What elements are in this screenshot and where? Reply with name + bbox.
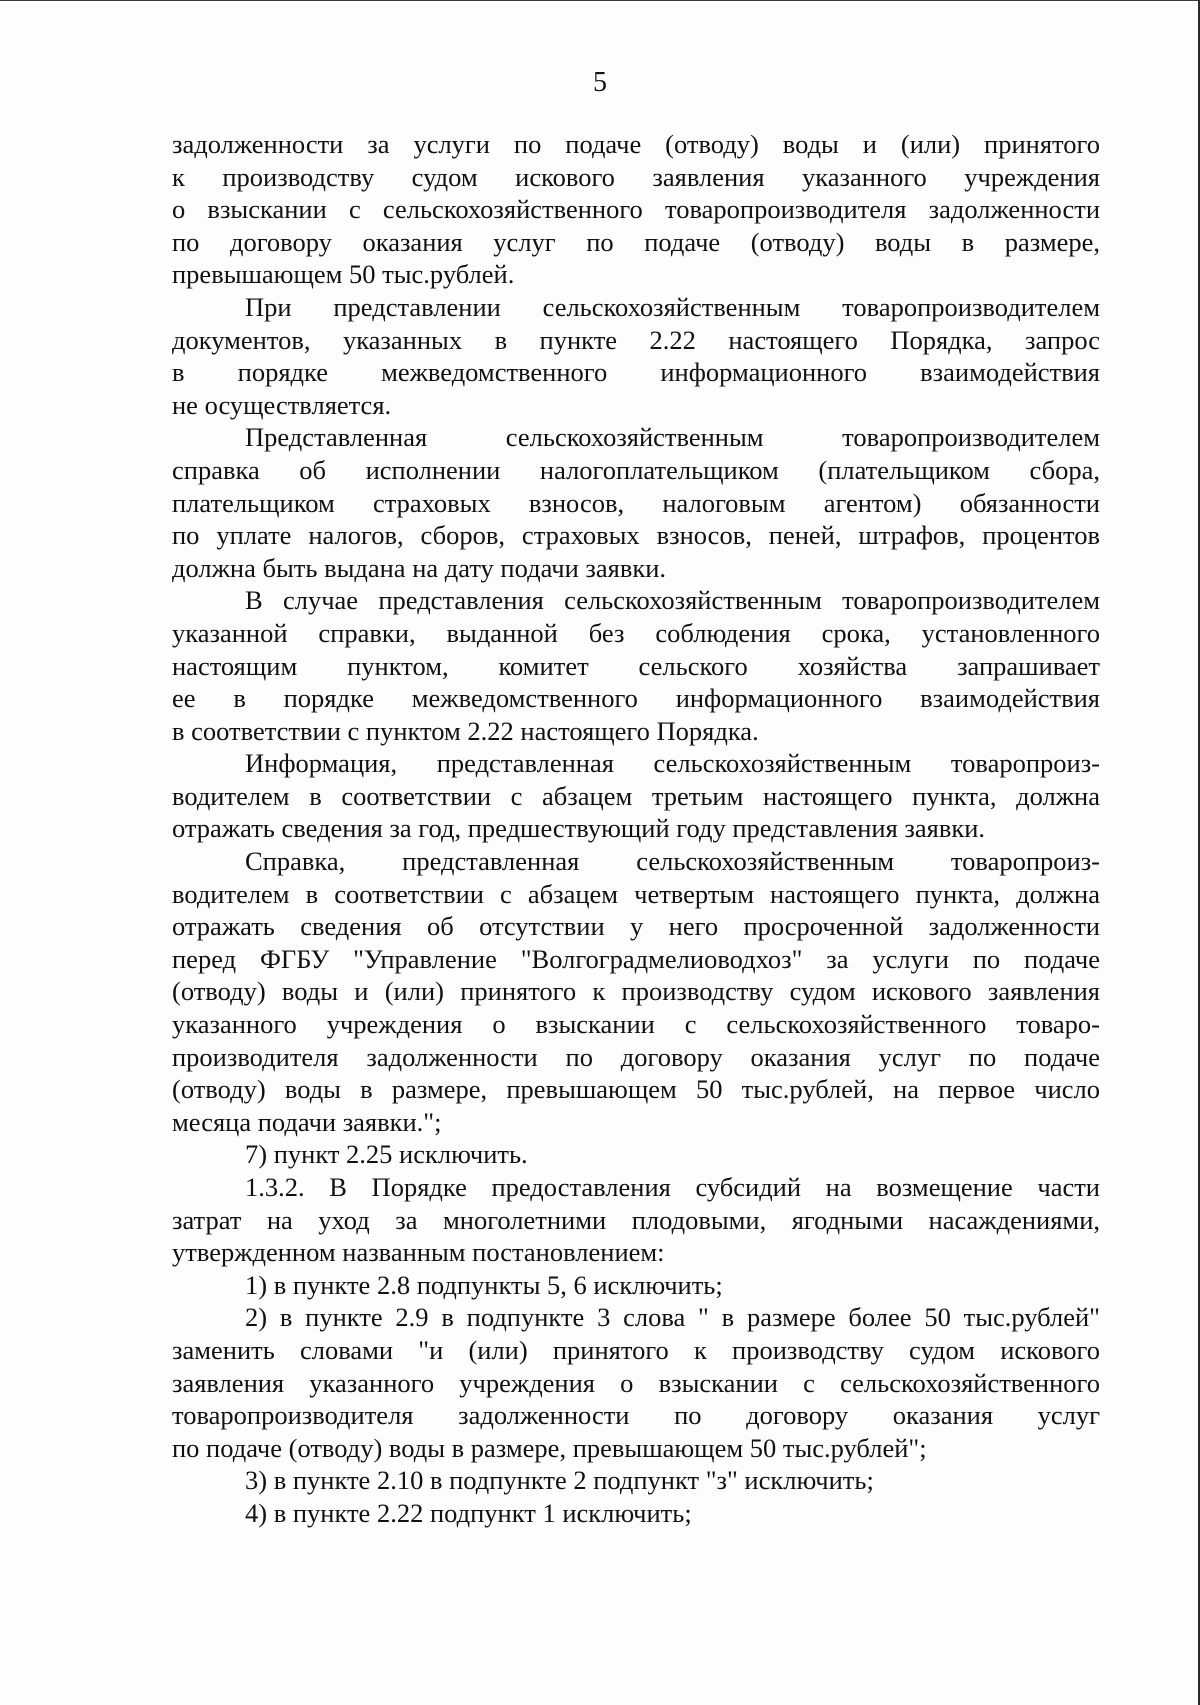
text-line: превышающем 50 тыс.рублей.	[172, 259, 515, 290]
text-line: документов, указанных в пункте 2.22 настоящего Порядка, запрос	[172, 324, 1100, 355]
text-line: товаропроизводителя задолженности по договору оказания услуг	[172, 1400, 1100, 1431]
text-line: В случае представления сельскохозяйственным товаропроизводителем	[245, 585, 1100, 616]
text-line: заменить словами "и (или) принятого к производству судом искового	[172, 1334, 1100, 1365]
text-line: водителем в соответствии с абзацем четвертым настоящего пункта, должна	[172, 878, 1100, 909]
text-line: настоящим пунктом, комитет сельского хозяйства запрашивает	[172, 650, 1100, 681]
text-line: Информация, представленная сельскохозяйственным товаропроиз-	[245, 748, 1100, 779]
paragraph	[172, 128, 1100, 291]
text-line: 7) пункт 2.25 исключить.	[245, 1139, 528, 1170]
paragraph	[172, 1138, 1100, 1171]
text-line: отражать сведения об отсутствии у него просроченной задолженности	[172, 911, 1100, 942]
paragraph	[172, 421, 1100, 584]
text-line: о взыскании с сельскохозяйственного товаропроизводителя задолженности	[172, 194, 1100, 225]
page-number: 5	[593, 67, 607, 98]
text-line: по договору оказания услуг по подаче (отводу) воды в размере,	[172, 226, 1100, 257]
text-line: по подаче (отводу) воды в размере, превышающем 50 тыс.рублей";	[172, 1432, 927, 1463]
paragraph	[172, 1464, 1100, 1497]
text-line: указанной справки, выданной без соблюдения срока, установленного	[172, 617, 1100, 648]
text-line: не осуществляется.	[172, 389, 392, 420]
scan-edge-top	[0, 0, 1200, 1]
paragraph	[172, 1171, 1100, 1269]
paragraph	[172, 1301, 1100, 1464]
paragraph	[172, 291, 1100, 421]
paragraph	[172, 584, 1100, 747]
text-line: водителем в соответствии с абзацем третьим настоящего пункта, должна	[172, 780, 1100, 811]
paragraph	[172, 747, 1100, 845]
text-line: в порядке межведомственного информационного взаимодействия	[172, 357, 1100, 388]
text-line: При представлении сельскохозяйственным товаропроизводителем	[245, 291, 1100, 322]
paragraph	[172, 1497, 1100, 1530]
text-line: задолженности за услуги по подаче (отводу) воды и (или) принятого	[172, 129, 1100, 159]
text-line: затрат на уход за многолетними плодовыми, ягодными насаждениями,	[172, 1204, 1100, 1235]
text-line: должна быть выдана на дату подачи заявки.	[172, 552, 667, 583]
text-line: утвержденном названным постановлением:	[172, 1237, 665, 1268]
text-line: Представленная сельскохозяйственным товаропроизводителем	[245, 422, 1100, 453]
text-line: (отводу) воды и (или) принятого к производству судом искового заявления	[172, 976, 1100, 1007]
text-line: по уплате налогов, сборов, страховых взносов, пеней, штрафов, процентов	[172, 520, 1100, 551]
text-line: месяца подачи заявки.";	[172, 1106, 442, 1137]
text-line: 1) в пункте 2.8 подпункты 5, 6 исключить;	[245, 1269, 723, 1300]
text-line: перед ФГБУ "Управление "Волгоградмелиоводхоз" за услуги по подаче	[172, 943, 1100, 974]
text-line: (отводу) воды в размере, превышающем 50 тыс.рублей, на первое число	[172, 1074, 1100, 1105]
text-line: ее в порядке межведомственного информационного взаимодействия	[172, 683, 1100, 714]
text-line: плательщиком страховых взносов, налоговым агентом) обязанности	[172, 487, 1100, 518]
text-line: 4) в пункте 2.22 подпункт 1 исключить;	[245, 1497, 692, 1528]
text-line: указанного учреждения о взыскании с сельскохозяйственного товаро-	[172, 1009, 1100, 1040]
paragraph	[172, 845, 1100, 1138]
text-line: 3) в пункте 2.10 в подпункте 2 подпункт "з" исключить;	[245, 1465, 874, 1496]
document-body	[172, 128, 1100, 1530]
text-line: отражать сведения за год, предшествующий году представления заявки.	[172, 813, 986, 844]
paragraph	[172, 1269, 1100, 1302]
text-line: заявления указанного учреждения о взыскании с сельскохозяйственного	[172, 1367, 1100, 1398]
text-line: в соответствии с пунктом 2.22 настоящего Порядка.	[172, 715, 759, 746]
text-line: справка об исполнении налогоплательщиком (плательщиком сбора,	[172, 454, 1100, 485]
text-line: к производству судом искового заявления указанного учреждения	[172, 161, 1100, 192]
text-line: 1.3.2. В Порядке предоставления субсидий на возмещение части	[245, 1172, 1100, 1202]
text-line: 2) в пункте 2.9 в подпункте 3 слова " в размере более 50 тыс.рублей"	[245, 1302, 1100, 1333]
text-line: Справка, представленная сельскохозяйственным товаропроиз-	[245, 846, 1100, 877]
text-line: производителя задолженности по договору оказания услуг по подаче	[172, 1041, 1100, 1072]
